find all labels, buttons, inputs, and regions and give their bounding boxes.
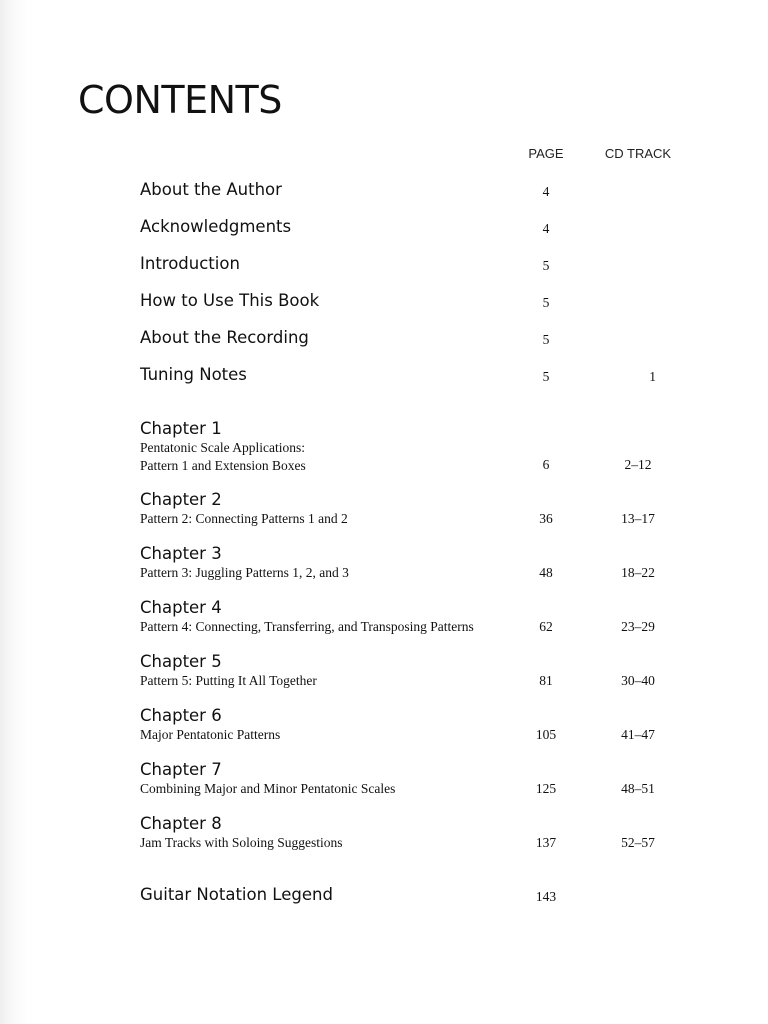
toc-page-number: 5 [542,258,550,273]
toc-cd-track: 13–17 [621,511,655,526]
toc-entry-about-author[interactable] [140,180,700,200]
toc-page-number: 4 [542,184,550,199]
toc-entry-introduction[interactable] [140,254,700,274]
chapter-heading: Chapter 4 [140,598,222,617]
chapter-subtitle: Jam Tracks with Soloing Suggestions [140,835,343,850]
toc-cd-track: 1 [649,369,656,384]
toc-entry-about-recording[interactable] [140,328,700,348]
toc-page-number: 6 [542,457,550,472]
chapter-subtitle: Pattern 4: Connecting, Transferring, and Transposing Patterns [140,619,474,634]
toc-entry-title: About the Recording [140,328,309,347]
chapter-heading: Chapter 7 [140,760,222,779]
chapter-subtitle: Pattern 5: Putting It All Together [140,673,317,688]
page-title: CONTENTS [78,78,282,122]
toc-page-number: 105 [535,727,557,742]
toc-page-number: 62 [539,619,553,634]
chapter-heading: Chapter 5 [140,652,222,671]
toc-entry-title: Guitar Notation Legend [140,885,333,904]
toc-cd-track: 2–12 [624,457,652,472]
column-header-cd-track: CD TRACK [604,146,672,161]
chapter-subtitle: Pentatonic Scale Applications: [140,440,305,455]
page-edge-shadow [0,0,28,1024]
toc-page-number: 143 [535,889,557,904]
toc-page-number: 137 [535,835,557,850]
toc-entry-how-to-use[interactable] [140,291,700,311]
toc-page-number: 48 [539,565,553,580]
column-header-page: PAGE [528,146,564,161]
toc-cd-track: 23–29 [621,619,655,634]
toc-entry-title: Introduction [140,254,240,273]
chapter-subtitle: Pattern 1 and Extension Boxes [140,458,306,473]
toc-cd-track: 18–22 [621,565,655,580]
toc-page-number: 125 [535,781,557,796]
toc-page-number: 5 [542,332,550,347]
chapter-subtitle: Combining Major and Minor Pentatonic Scales [140,781,396,796]
chapter-heading: Chapter 1 [140,419,222,438]
toc-entry-acknowledgments[interactable] [140,217,700,237]
chapter-subtitle: Pattern 3: Juggling Patterns 1, 2, and 3 [140,565,349,580]
chapter-subtitle: Major Pentatonic Patterns [140,727,281,742]
chapter-heading: Chapter 3 [140,544,222,563]
toc-entry-notation-legend[interactable] [140,885,700,905]
toc-page-number: 4 [542,221,550,236]
toc-page-number: 81 [539,673,553,688]
toc-cd-track: 41–47 [621,727,655,742]
toc-entry-title: About the Author [140,180,282,199]
toc-page-number: 5 [542,295,550,310]
toc-cd-track: 48–51 [621,781,655,796]
toc-entry-title: Acknowledgments [140,217,292,236]
toc-entry-title: Tuning Notes [140,365,247,384]
toc-entry-title: How to Use This Book [140,291,320,310]
chapter-heading: Chapter 2 [140,490,222,509]
chapter-subtitle: Pattern 2: Connecting Patterns 1 and 2 [140,511,348,526]
toc-cd-track: 30–40 [621,673,655,688]
chapter-heading: Chapter 8 [140,814,222,833]
toc-page-number: 36 [539,511,553,526]
chapter-heading: Chapter 6 [140,706,222,725]
toc-page-number: 5 [542,369,550,384]
toc-cd-track: 52–57 [621,835,655,850]
